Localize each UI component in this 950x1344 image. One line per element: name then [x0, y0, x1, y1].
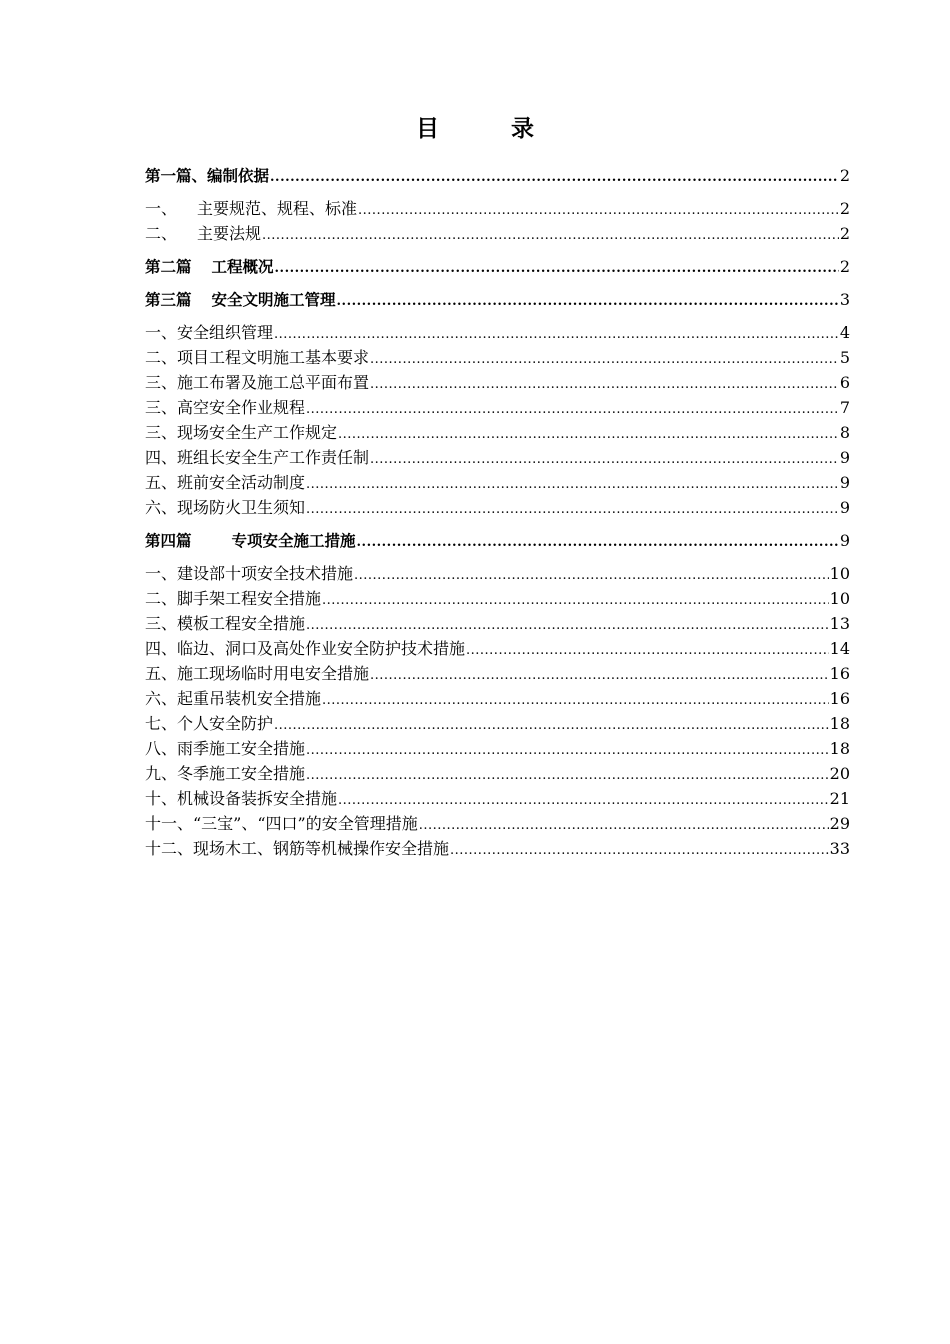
toc-entry-label: 十二、现场木工、钢筋等机械操作安全措施: [145, 839, 450, 858]
toc-part3-list: [145, 320, 850, 520]
toc-part3-item-7[interactable]: [145, 470, 850, 495]
toc-entry-part1-item2[interactable]: [145, 221, 850, 246]
toc-page-number: 18: [829, 714, 850, 733]
toc-part4-item-6[interactable]: [145, 686, 850, 711]
toc-page-number: 2: [839, 166, 850, 185]
toc-entry-number: 第四篇: [145, 532, 192, 550]
toc-entry-label: 三、施工布署及施工总平面布置: [145, 373, 370, 392]
toc-leader-dots: [270, 165, 839, 190]
toc-page-number: 4: [839, 323, 850, 342]
toc-entry-label: 五、施工现场临时用电安全措施: [145, 664, 370, 683]
toc-page-number: 5: [839, 348, 850, 367]
toc-leader-dots: [450, 838, 829, 863]
toc-page-number: 18: [829, 739, 850, 758]
toc-part4-item-5[interactable]: [145, 661, 850, 686]
toc-entry-part3[interactable]: [145, 287, 850, 312]
toc-leader-dots: [354, 563, 829, 588]
toc-title-part1: 目: [416, 116, 439, 142]
toc-entry-label: 安全文明施工管理: [211, 291, 336, 309]
toc-page-number: 8: [839, 423, 850, 442]
table-of-contents: [145, 163, 850, 861]
toc-part4-item-3[interactable]: [145, 611, 850, 636]
toc-entry-label: 六、起重吊装机安全措施: [145, 689, 322, 708]
toc-entry-label: 七、个人安全防护: [145, 714, 274, 733]
toc-leader-dots: [370, 663, 829, 688]
toc-page-number: 9: [839, 498, 850, 517]
toc-page-number: 20: [829, 764, 850, 783]
toc-entry-part2[interactable]: [145, 254, 850, 279]
toc-page-number: 2: [839, 224, 850, 243]
toc-part3-item-8[interactable]: [145, 495, 850, 520]
toc-entry-label: 六、现场防火卫生须知: [145, 498, 306, 517]
toc-leader-dots: [466, 638, 829, 663]
toc-page-number: 10: [829, 564, 850, 583]
toc-entry-label: 一、安全组织管理: [145, 323, 274, 342]
toc-entry-label: 三、高空安全作业规程: [145, 398, 306, 417]
toc-title-part2: 录: [511, 116, 534, 142]
toc-leader-dots: [306, 397, 839, 422]
toc-part4-item-7[interactable]: [145, 711, 850, 736]
toc-entry-number: 二、: [145, 224, 178, 243]
toc-entry-label: 五、班前安全活动制度: [145, 473, 306, 492]
toc-entry-number: 一、: [145, 199, 178, 218]
toc-part3-item-5[interactable]: [145, 420, 850, 445]
toc-entry-number: 第二篇: [145, 258, 192, 276]
toc-part4-list: [145, 561, 850, 861]
toc-entry-label: 二、脚手架工程安全措施: [145, 589, 322, 608]
toc-leader-dots: [419, 813, 829, 838]
toc-part4-item-9[interactable]: [145, 761, 850, 786]
toc-page-number: 7: [839, 398, 850, 417]
toc-part4-item-11[interactable]: [145, 811, 850, 836]
toc-entry-label: 三、模板工程安全措施: [145, 614, 306, 633]
toc-entry-label: 主要规范、规程、标准: [197, 199, 358, 218]
toc-page-number: 14: [829, 639, 850, 658]
toc-page-number: 16: [829, 664, 850, 683]
toc-part4-item-4[interactable]: [145, 636, 850, 661]
toc-part4-item-10[interactable]: [145, 786, 850, 811]
toc-page-number: 6: [839, 373, 850, 392]
toc-leader-dots: [274, 713, 829, 738]
toc-page-number: 33: [829, 839, 850, 858]
toc-leader-dots: [306, 763, 829, 788]
toc-entry-label: 二、项目工程文明施工基本要求: [145, 348, 370, 367]
toc-entry-label: 十、机械设备装拆安全措施: [145, 789, 338, 808]
toc-page-number: 29: [829, 814, 850, 833]
toc-entry-number: 第三篇: [145, 291, 192, 309]
toc-page-number: 9: [839, 448, 850, 467]
toc-leader-dots: [275, 256, 839, 281]
toc-leader-dots: [306, 613, 829, 638]
toc-part3-item-6[interactable]: [145, 445, 850, 470]
toc-entry-label: 一、建设部十项安全技术措施: [145, 564, 354, 583]
toc-page-number: 9: [839, 473, 850, 492]
toc-entry-label: 八、雨季施工安全措施: [145, 739, 306, 758]
toc-part3-item-1[interactable]: [145, 320, 850, 345]
toc-leader-dots: [306, 497, 839, 522]
toc-page-number: 16: [829, 689, 850, 708]
toc-entry-label: 第一篇、编制依据: [145, 167, 270, 185]
toc-entry-part1[interactable]: [145, 163, 850, 188]
toc-entry-part4[interactable]: [145, 528, 850, 553]
toc-leader-dots: [337, 289, 839, 314]
toc-part4-item-8[interactable]: [145, 736, 850, 761]
toc-leader-dots: [358, 198, 839, 223]
toc-entry-label: 四、临边、洞口及高处作业安全防护技术措施: [145, 639, 466, 658]
toc-leader-dots: [338, 422, 839, 447]
toc-part3-item-3[interactable]: [145, 370, 850, 395]
toc-page-number: 9: [839, 531, 850, 550]
toc-entry-part1-item1[interactable]: [145, 196, 850, 221]
toc-entry-label: 四、班组长安全生产工作责任制: [145, 448, 370, 467]
toc-leader-dots: [274, 322, 839, 347]
toc-title: [0, 112, 950, 146]
toc-page-number: 10: [829, 589, 850, 608]
toc-leader-dots: [322, 588, 829, 613]
toc-leader-dots: [306, 738, 829, 763]
toc-part4-item-2[interactable]: [145, 586, 850, 611]
toc-leader-dots: [357, 530, 839, 555]
toc-leader-dots: [370, 447, 839, 472]
toc-leader-dots: [370, 372, 839, 397]
toc-part3-item-4[interactable]: [145, 395, 850, 420]
toc-entry-label: 十一、“三宝”、“四口”的安全管理措施: [145, 814, 418, 833]
toc-page-number: 2: [839, 257, 850, 276]
toc-part4-item-12[interactable]: [145, 836, 850, 861]
toc-part3-item-2[interactable]: [145, 345, 850, 370]
toc-part4-item-1[interactable]: [145, 561, 850, 586]
toc-leader-dots: [338, 788, 829, 813]
toc-leader-dots: [370, 347, 839, 372]
toc-entry-label: 三、现场安全生产工作规定: [145, 423, 338, 442]
toc-leader-dots: [306, 472, 839, 497]
toc-leader-dots: [262, 223, 839, 248]
toc-entry-label: 九、冬季施工安全措施: [145, 764, 306, 783]
toc-page-number: 21: [829, 789, 850, 808]
toc-page-number: 2: [839, 199, 850, 218]
toc-entry-label: 工程概况: [211, 258, 274, 276]
toc-page-number: 13: [829, 614, 850, 633]
toc-entry-label: 专项安全施工措施: [231, 532, 356, 550]
toc-leader-dots: [322, 688, 829, 713]
toc-page-number: 3: [839, 290, 850, 309]
toc-entry-label: 主要法规: [197, 224, 262, 243]
